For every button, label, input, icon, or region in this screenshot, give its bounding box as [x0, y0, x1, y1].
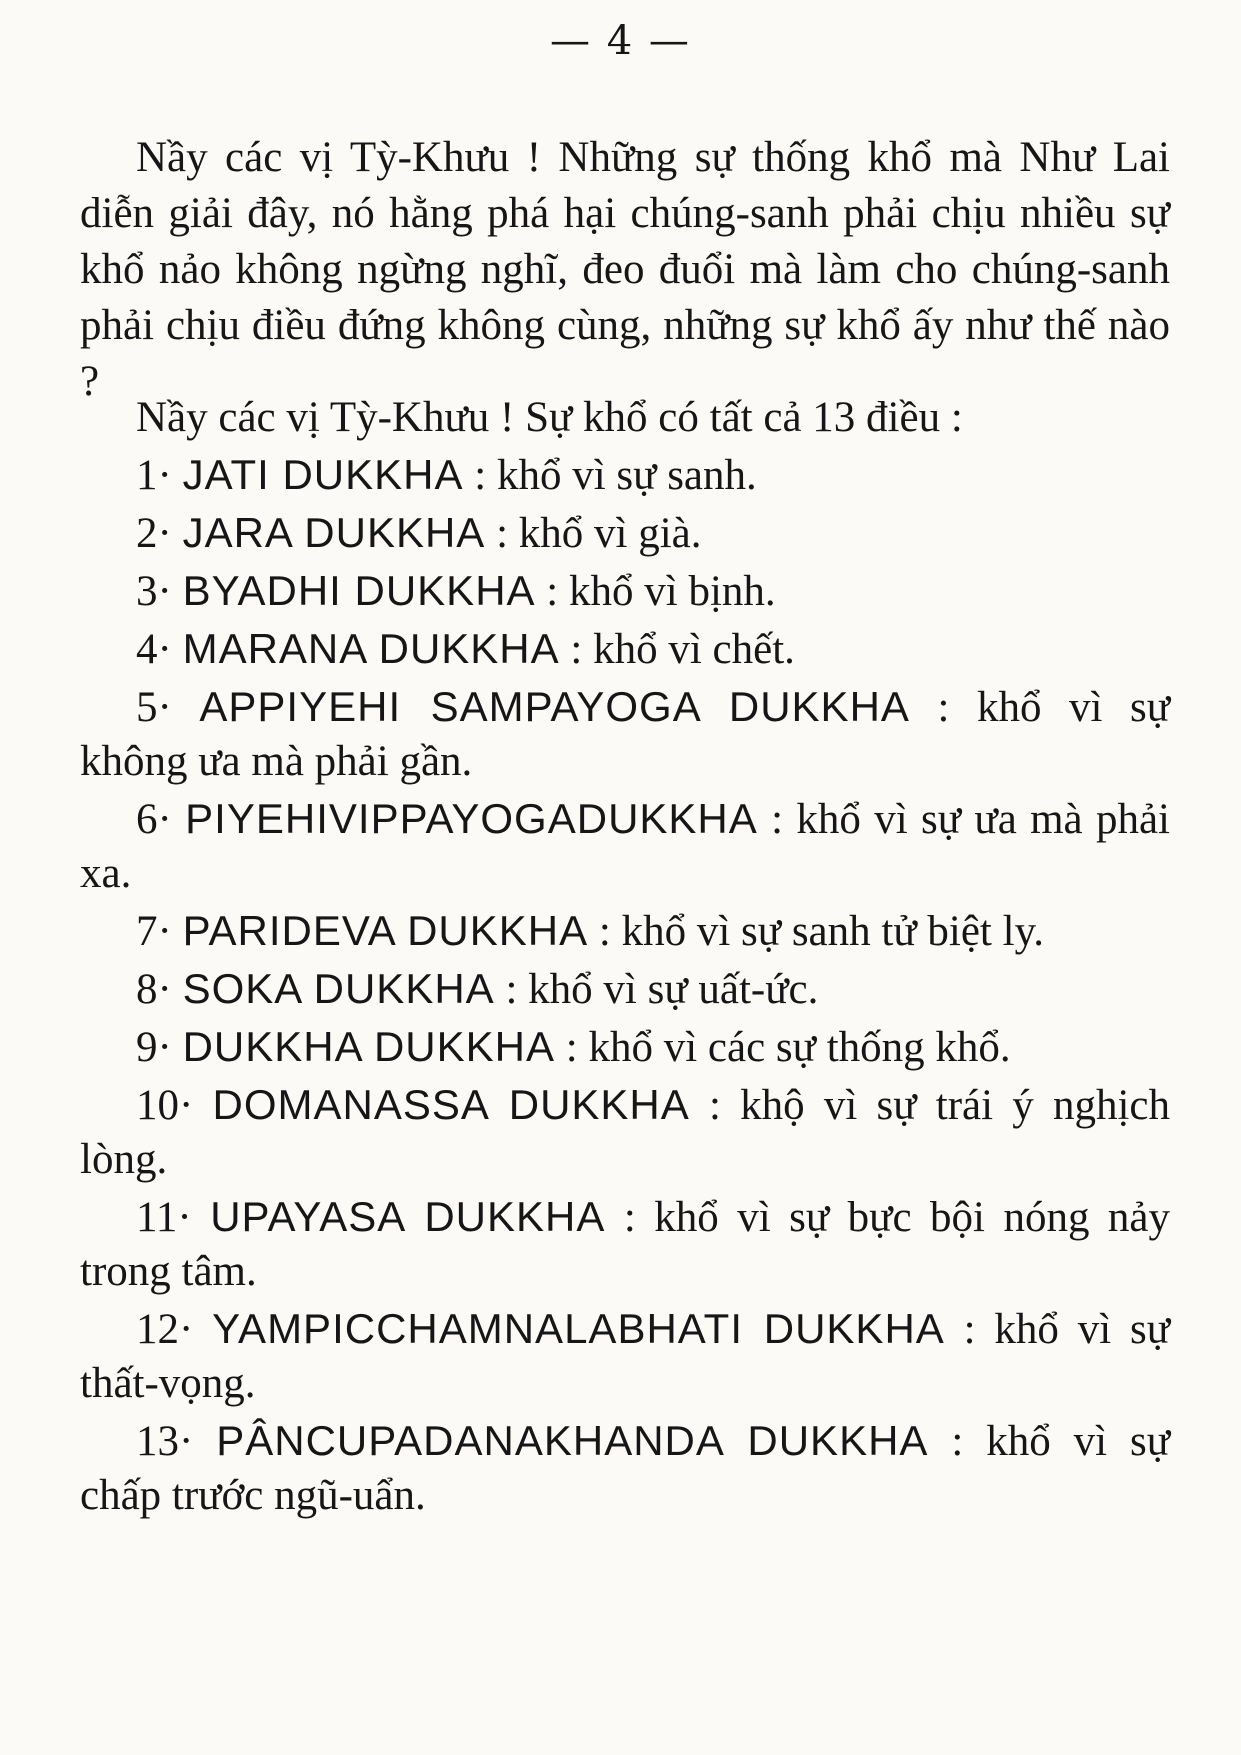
item-term: MARANA DUKKHA [182, 625, 560, 672]
item-description: : khổ vì sự uất-ức. [494, 966, 819, 1013]
list-item [80, 1190, 1170, 1299]
item-number: 8· [136, 966, 172, 1013]
item-description: : khổ vì sự thất-vọng. [80, 1306, 1171, 1407]
item-number: 12· [136, 1306, 194, 1353]
item-description: : khổ vì sự ưa mà phải xa. [80, 796, 1171, 897]
item-description: : khổ vì các sự thống khổ. [555, 1024, 1011, 1071]
item-number: 10· [136, 1082, 194, 1129]
item-term: PÂNCUPADANAKHANDA DUKKHA [216, 1417, 929, 1464]
item-number: 3· [136, 568, 172, 615]
list-item [80, 506, 1170, 561]
item-term: DOMANASSA DUKKHA [212, 1081, 690, 1128]
item-description: : khổ vì sự không ưa mà phải gần. [80, 684, 1171, 785]
suffering-list [80, 448, 1170, 1526]
list-item [80, 904, 1170, 959]
item-term: JARA DUKKHA [182, 509, 486, 556]
page-number: — 4 — [550, 18, 691, 64]
item-term: BYADHI DUKKHA [182, 567, 536, 614]
item-description: : khổ vì sự sanh tử biệt ly. [588, 908, 1045, 955]
list-item [80, 792, 1170, 901]
item-number: 9· [136, 1024, 172, 1071]
item-number: 7· [136, 908, 172, 955]
item-number: 6· [136, 796, 172, 843]
item-number: 13· [136, 1418, 194, 1465]
item-description: : khổ vì bịnh. [535, 568, 776, 615]
item-term: DUKKHA DUKKHA [182, 1023, 555, 1070]
item-number: 5· [136, 684, 172, 731]
item-term: PARIDEVA DUKKHA [182, 907, 589, 954]
list-item [80, 1414, 1170, 1523]
item-term: JATI DUKKHA [182, 451, 464, 498]
item-term: APPIYEHI SAMPAYOGA DUKKHA [199, 683, 910, 730]
item-description: : khổ vì sự sanh. [463, 452, 757, 499]
item-term: PIYEHIVIPPAYOGADUKKHA [185, 795, 758, 842]
intro-paragraph: Nầy các vị Tỳ-Khưu ! Những sự thống khổ mà Như Lai diễn giải đây, nó hằng phá hại chúng-sanh phải chịu nhiều sự khổ nảo không ngừng nghĩ, đeo đuổi mà làm cho chúng-sanh phải chịu điều đứng không cùng, những sự khổ ấy như thế nào ? [80, 134, 1170, 405]
item-term: SOKA DUKKHA [182, 965, 495, 1012]
list-heading-paragraph: Nầy các vị Tỳ-Khưu ! Sự khổ có tất cả 13 điều : [136, 394, 963, 441]
item-number: 4· [136, 626, 172, 673]
item-description: : khộ vì sự trái ý nghịch lòng. [80, 1082, 1171, 1183]
item-term: UPAYASA DUKKHA [210, 1193, 606, 1240]
item-description: : khổ vì già. [485, 510, 702, 557]
list-item [80, 680, 1170, 789]
list-item [80, 448, 1170, 503]
list-item [80, 622, 1170, 677]
item-number: 11· [136, 1194, 192, 1241]
item-description: : khổ vì chết. [559, 626, 795, 673]
item-term: YAMPICCHAMNALABHATI DUKKHA [212, 1305, 945, 1352]
item-description: : khổ vì sự bực bội nóng nảy trong tâm. [80, 1194, 1171, 1295]
list-item [80, 1302, 1170, 1411]
list-item [80, 1020, 1170, 1075]
item-number: 2· [136, 510, 172, 557]
list-item [80, 564, 1170, 619]
item-description: : khổ vì sự chấp trước ngũ-uẩn. [80, 1418, 1170, 1519]
list-item [80, 962, 1170, 1017]
item-number: 1· [136, 452, 172, 499]
list-item [80, 1078, 1170, 1187]
